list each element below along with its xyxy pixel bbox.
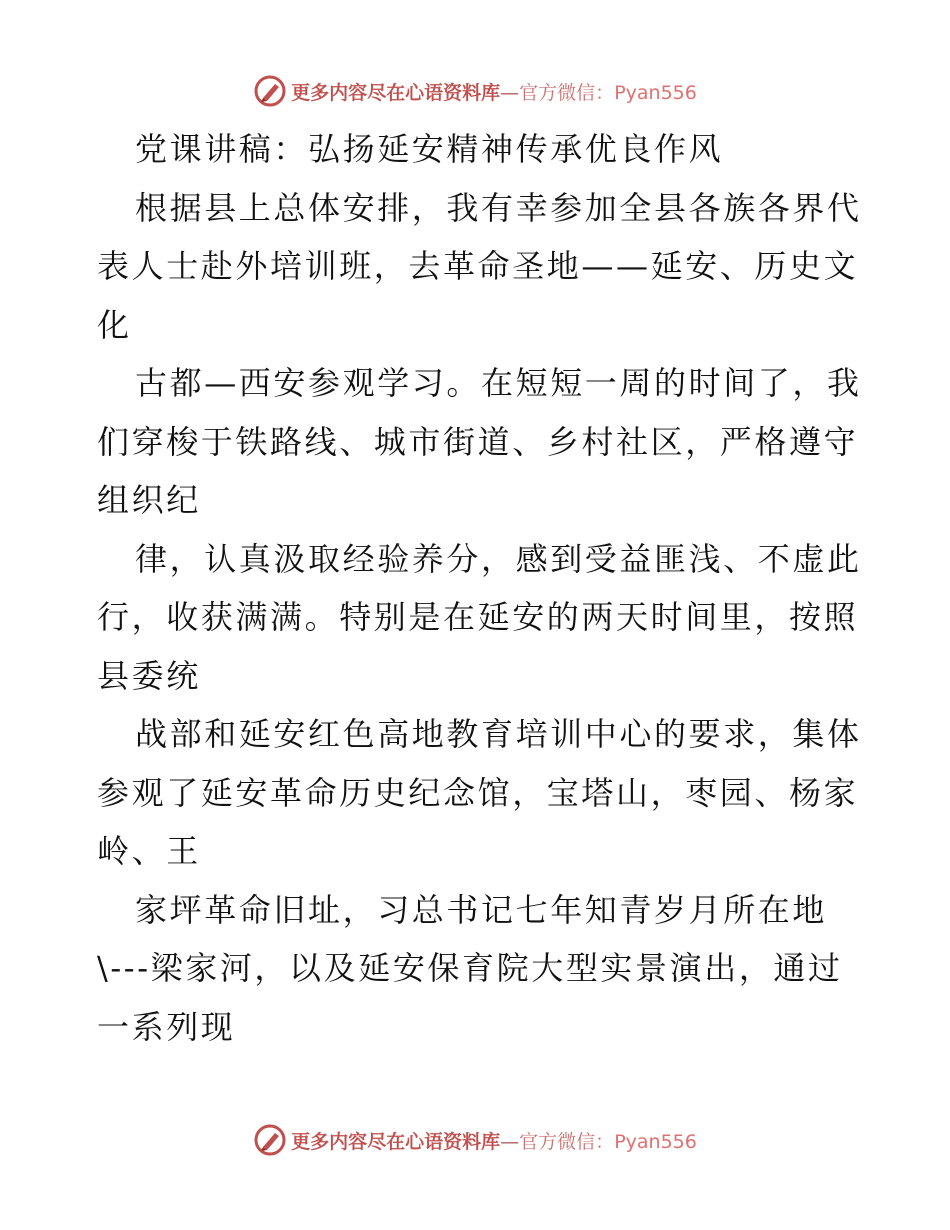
footer-site-text: 更多内容尽在心语资料库 [291, 1130, 501, 1153]
text-line: 一系列现 [97, 1007, 236, 1046]
header-site-text: 更多内容尽在心语资料库 [291, 81, 501, 104]
header-banner-text [291, 78, 697, 105]
footer-dash: — [500, 1130, 520, 1153]
document-body [97, 120, 862, 1056]
text-line: 们穿梭于铁路线、城市街道、乡村社区，严格遵守 [97, 422, 859, 461]
text-line: 行，收获满满。特别是在延安的两天时间里，按照 [97, 598, 859, 636]
header-dash: — [500, 81, 520, 104]
text-line: 根据县上总体安排，我有幸参加全县各族各界代 [135, 188, 862, 227]
text-line: 战部和延安红色高地教育培训中心的要求，集体 [135, 715, 862, 753]
footer-banner-text [291, 1127, 697, 1154]
pen-logo-icon [253, 74, 287, 108]
header-wechat-id: Pyan556 [614, 81, 697, 104]
text-line: 参观了延安革命历史纪念馆，宝塔山，枣园、杨家 [97, 773, 859, 812]
pen-logo-icon [253, 1123, 287, 1157]
text-line: 古都—西安参观学习。在短短一周的时间了，我 [135, 364, 862, 402]
footer-banner [0, 1120, 950, 1160]
text-line: 家坪革命旧址，习总书记七年知青岁月所在地 [135, 890, 828, 929]
text-line: \---梁家河，以及延安保育院大型实景演出，通过 [97, 949, 843, 987]
footer-wechat-id: Pyan556 [614, 1130, 697, 1153]
document-title: 党课讲稿：弘扬延安精神传承优良作风 [135, 130, 724, 168]
footer-wechat-label: 官方微信： [519, 1130, 615, 1153]
text-line: 表人士赴外培训班，去革命圣地——延安、历史文 [97, 247, 859, 285]
header-banner [0, 71, 950, 111]
text-line: 岭、王 [97, 832, 201, 870]
header-wechat-label: 官方微信： [519, 81, 615, 104]
text-line: 化 [97, 305, 132, 344]
text-line: 律，认真汲取经验养分，感到受益匪浅、不虚此 [135, 539, 862, 578]
text-line: 县委统 [97, 656, 201, 695]
text-line: 组织纪 [97, 481, 201, 519]
